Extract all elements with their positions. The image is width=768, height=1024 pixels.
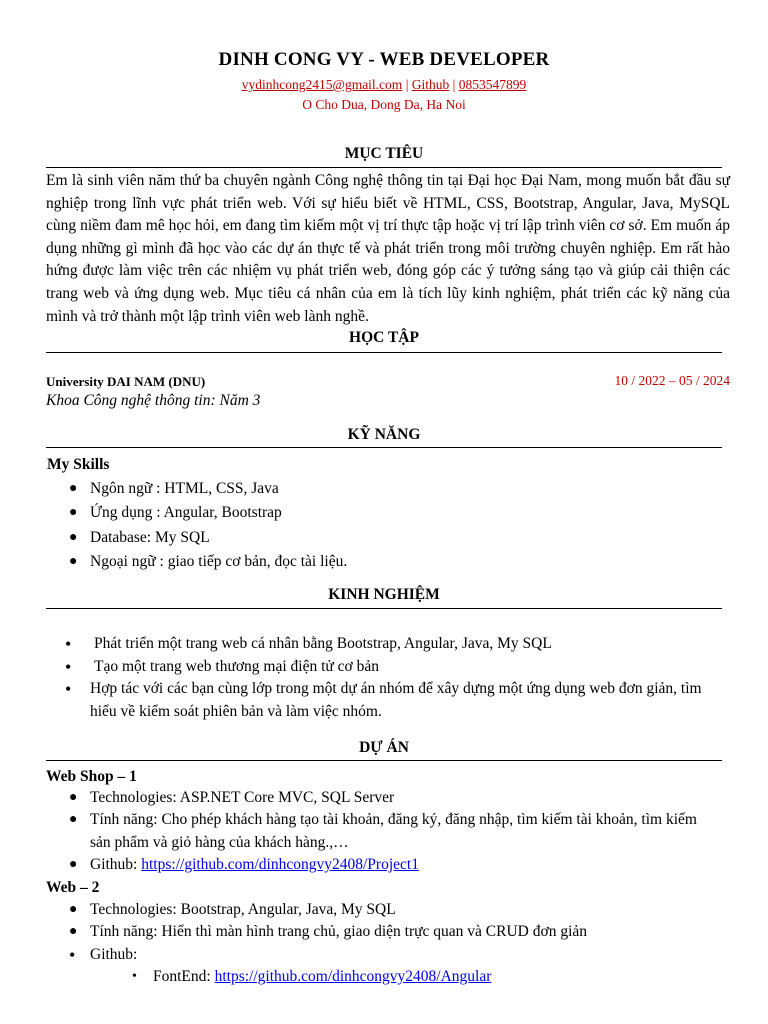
section-divider [46, 608, 722, 609]
list-item: ● Ngôn ngữ : HTML, CSS, Java [69, 477, 709, 501]
bullet-icon: ● [69, 481, 78, 496]
project-2-details [69, 899, 709, 966]
section-title-skills: KỸ NĂNG [347, 426, 421, 443]
section-title-objective: MỤC TIÊU [344, 145, 424, 162]
list-item: ● Tính năng: Cho phép khách hàng tạo tài khoản, đăng ký, đăng nhập, tìm kiếm tài khoản, tìm kiếm sản phẩm và giỏ hàng của khách hàng.,… [69, 811, 697, 851]
list-item: ● Ứng dụng : Angular, Bootstrap [69, 501, 709, 525]
project-1-github-link[interactable]: https://github.com/dinhcongvy2408/Project1 [141, 855, 419, 873]
bullet-icon: ● [69, 812, 78, 828]
contact-separator: | [452, 77, 456, 92]
frontend-github-link[interactable]: https://github.com/dinhcongvy2408/Angular [214, 968, 492, 985]
phone-link[interactable]: 0853547899 [458, 77, 527, 92]
list-item: • Github: [69, 944, 138, 965]
list-item: ● Database: My SQL [69, 526, 709, 550]
bullet-icon: • [65, 679, 72, 699]
project-title: Web – 2 [46, 879, 100, 896]
university-name: University DAI NAM (DNU) [46, 374, 206, 389]
bullet-icon: ● [69, 505, 78, 521]
bullet-icon: • [132, 969, 137, 984]
list-item: ● Tính năng: Hiển thì màn hình trang chủ, giao diện trực quan và CRUD đơn giản [69, 921, 709, 943]
objective-paragraph: Em là sinh viên năm thứ ba chuyên ngành Công nghệ thông tin tại Đại học Đại Nam, mong muốn bắt đầu sự nghiệp trong lĩnh vực phát triển web. Với sự hiểu biết về HTML, CSS, Bootstrap, Angular, Java, MySQL cùng niềm đam mê học hỏi, em đang tìm kiếm một vị trí thực tập hoặc vị trí lập trình viên cơ sở. Em muốn áp dụng những gì mình đã học vào các dự án thực tế và phát triển trong môi trường chuyên nghiệp. Em rất hào hứng được làm việc trên các nhiệm vụ phát triển web, đóng góp các ý tưởng sáng tạo và giúp cải thiện các trang web và ứng dụng web. Mục tiêu cá nhân của em là tích lũy kinh nghiệm, phát triển các kỹ năng của mình và trở thành một lập trình viên web lành nghề. [46, 172, 730, 325]
experience-list [65, 633, 717, 723]
section-title-experience: KINH NGHIỆM [328, 586, 440, 603]
bullet-icon: ● [69, 902, 78, 917]
list-item: ● Technologies: Bootstrap, Angular, Java, My SQL [69, 899, 709, 921]
section-title-projects: DỰ ÁN [359, 739, 409, 756]
skills-subtitle: My Skills [47, 456, 110, 473]
section-divider [46, 447, 722, 448]
section-divider [46, 352, 722, 353]
list-item: ● Github: https://github.com/dinhcongvy2408/Project1 [69, 854, 709, 876]
bullet-icon: ● [69, 790, 78, 805]
email-link[interactable]: vydinhcong2415@gmail.com [241, 77, 403, 92]
list-item: • Phát triển một trang web cá nhân bằng Bootstrap, Angular, Java, My SQL [65, 634, 552, 654]
education-dates: 10 / 2022 – 05 / 2024 [614, 373, 730, 388]
resume-name-title: DINH CONG VY - WEB DEVELOPER [218, 49, 550, 70]
bullet-icon: ● [69, 553, 78, 569]
section-divider [46, 167, 722, 168]
bullet-icon: ● [69, 856, 78, 872]
bullet-icon: ● [69, 529, 78, 545]
bullet-icon: • [69, 944, 76, 965]
project-title: Web Shop – 1 [46, 768, 137, 785]
project-1-details [69, 787, 709, 876]
bullet-icon: • [65, 656, 72, 677]
bullet-icon: ● [69, 924, 78, 940]
list-item: • Tạo một trang web thương mại điện tử cơ bản [65, 656, 380, 677]
list-item: ● Ngoại ngữ : giao tiếp cơ bản, đọc tài liệu. [69, 550, 709, 574]
list-item: • FontEnd: https://github.com/dinhcongvy2408/Angular [132, 966, 692, 988]
bullet-icon: • [65, 634, 72, 654]
section-divider [46, 760, 722, 761]
faculty-text: Khoa Công nghệ thông tin: Năm 3 [46, 392, 261, 409]
contact-line [46, 76, 722, 94]
section-title-education: HỌC TẬP [349, 329, 419, 346]
address-text: O Cho Dua, Dong Da, Ha Noi [302, 97, 466, 112]
skills-list [69, 477, 709, 574]
list-item: ● Technologies: ASP.NET Core MVC, SQL Server [69, 787, 709, 809]
contact-separator: | [405, 77, 409, 92]
github-link[interactable]: Github [411, 77, 450, 92]
project-2-github-sublist [132, 966, 692, 988]
list-item: • Hợp tác với các bạn cùng lớp trong một dự án nhóm để xây dựng một ứng dụng web đơn giản, tìm hiểu về kiểm soát phiên bản và làm việc nhóm. [65, 679, 702, 720]
